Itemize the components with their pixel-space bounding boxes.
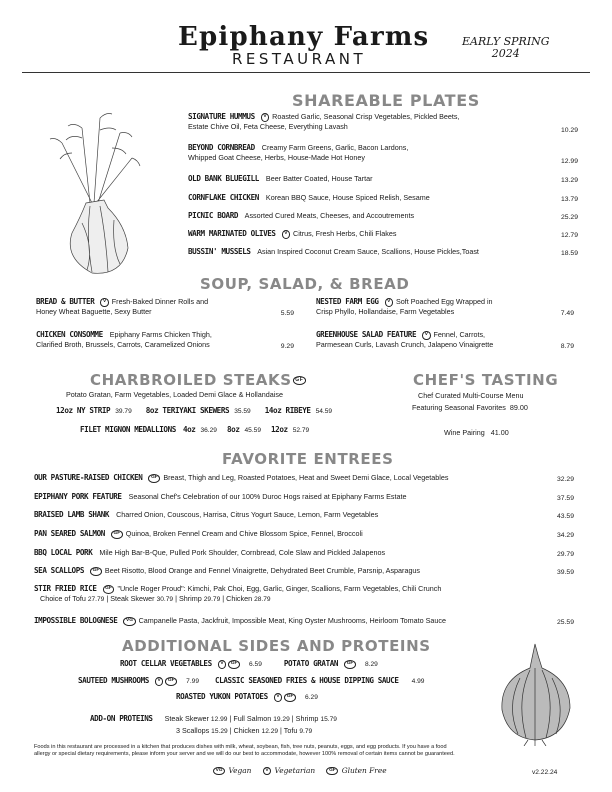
wine-price: 41.00	[490, 428, 509, 437]
header-divider	[22, 72, 590, 73]
item-desc: Fresh-Baked Dinner Rolls and	[111, 297, 209, 306]
item-price: 12.79	[560, 232, 578, 239]
entree-item	[34, 548, 574, 558]
shareable-item	[188, 143, 578, 163]
item-price: 9.29	[280, 343, 294, 350]
gluten-free-badge-icon: GF	[165, 677, 177, 686]
item-name: BREAD & BUTTER	[36, 297, 95, 306]
filet-name: FILET MIGNON MEDALLIONS	[80, 425, 176, 434]
item-price: 43.59	[556, 513, 574, 520]
entree-item	[34, 584, 574, 605]
legend-gluten-free: Gluten Free	[341, 766, 387, 775]
shareable-item	[188, 193, 578, 203]
restaurant-subtitle: RESTAURANT	[232, 50, 367, 68]
shrimp-label: Shrimp	[178, 594, 202, 603]
addon-skewer: Steak Skewer	[164, 714, 209, 723]
side-name: CLASSIC SEASONED FRIES & HOUSE DIPPING SAUCE	[215, 676, 399, 685]
item-desc: Fennel, Carrots,	[433, 330, 486, 339]
addon-shrimp: Shrimp	[295, 714, 319, 723]
item-name: OLD BANK BLUEGILL	[188, 174, 259, 183]
season-label	[462, 36, 550, 60]
shareable-item	[188, 112, 578, 132]
legend-vegetarian: Vegetarian	[274, 766, 316, 775]
shrimp-price: 29.79	[203, 596, 221, 603]
item-name: GREENHOUSE SALAD FEATURE	[316, 330, 417, 339]
entree-item	[34, 510, 574, 520]
legend	[212, 766, 387, 776]
item-name: OUR PASTURE-RAISED CHICKEN	[34, 473, 143, 482]
filet-price: 45.59	[244, 427, 262, 434]
skewer-label: Steak Skewer	[110, 594, 155, 603]
gluten-free-badge-icon: GF	[111, 530, 123, 539]
vegetarian-badge-icon: V	[100, 298, 108, 307]
side-name: POTATO GRATAN	[283, 659, 339, 668]
filet-row	[80, 425, 309, 436]
item-desc: Citrus, Fresh Herbs, Chili Flakes	[293, 229, 397, 238]
gluten-free-badge-icon: GF	[90, 567, 102, 576]
item-desc: Beet Risotto, Blood Orange and Fennel Vinaigrette, Dehydrated Beet Crumble, Parsnip, Asparagus	[104, 566, 421, 575]
addon-scallops: 3 Scallops	[176, 726, 210, 735]
item-desc: Creamy Farm Greens, Garlic, Bacon Lardons,	[261, 143, 409, 152]
item-price: 32.29	[556, 476, 574, 483]
tasting-price: 89.00	[509, 403, 528, 412]
item-name: BUSSIN' MUSSELS	[188, 247, 251, 256]
shareable-item	[188, 211, 578, 221]
version-label: v2.22.24	[532, 769, 558, 776]
gluten-free-badge-icon: GF	[326, 767, 338, 776]
steaks-heading	[90, 371, 307, 389]
item-name: WARM MARINATED OLIVES	[188, 229, 276, 238]
steak-name: 8oz TERIYAKI SKEWERS	[145, 406, 230, 415]
side-name: ROASTED YUKON POTATOES	[176, 692, 268, 701]
entree-item	[34, 473, 574, 483]
shareable-item	[188, 247, 578, 257]
item-desc: Clarified Broth, Brussels, Carrots, Caramelized Onions	[36, 340, 210, 349]
item-price: 37.59	[556, 495, 574, 502]
sides-row-3	[176, 692, 318, 703]
vegetarian-badge-icon: V	[422, 331, 430, 340]
steak-price: 35.59	[234, 408, 251, 415]
chicken-label: Chicken	[226, 594, 253, 603]
restaurant-name: Epiphany Farms	[178, 22, 430, 52]
filet-size: 4oz	[182, 425, 196, 434]
item-name: CHICKEN CONSOMME	[36, 330, 103, 339]
addon-tofu: Tofu	[283, 726, 298, 735]
item-price: 12.99	[560, 158, 578, 165]
item-desc: Crisp Phyllo, Hollandaise, Farm Vegetables	[316, 307, 455, 316]
item-name: SEA SCALLOPS	[34, 566, 85, 575]
side-name: SAUTEED MUSHROOMS	[78, 676, 149, 685]
wine-pairing	[444, 428, 509, 438]
item-price: 29.79	[556, 551, 574, 558]
item-desc: Soft Poached Egg Wrapped in	[395, 297, 493, 306]
item-desc: Quinoa, Broken Fennel Cream and Chive Blossom Spice, Fennel, Broccoli	[125, 529, 363, 538]
item-name: BRAISED LAMB SHANK	[34, 510, 110, 519]
addon-scallops-price: 15.29	[211, 728, 228, 735]
item-price: 39.59	[556, 569, 574, 576]
tofu-label: Choice of Tofu	[40, 594, 86, 603]
skewer-price: 30.79	[156, 596, 174, 603]
shareable-heading: SHAREABLE PLATES	[292, 91, 480, 110]
filet-price: 52.79	[292, 427, 310, 434]
addon-salmon-price: 19.29	[273, 716, 290, 723]
vegetarian-badge-icon: V	[282, 230, 290, 239]
vegetarian-badge-icon: V	[263, 767, 271, 776]
item-desc: Honey Wheat Baguette, Sexy Butter	[36, 307, 152, 316]
item-desc: Seasonal Chef's Celebration of our 100% Duroc Hogs raised at Epiphany Farms Estate	[128, 492, 407, 501]
season-line-1: EARLY SPRING	[462, 35, 550, 48]
vegetarian-badge-icon: V	[218, 660, 226, 669]
tasting-heading: CHEF'S TASTING	[413, 371, 559, 389]
addon-shrimp-price: 15.79	[320, 716, 337, 723]
legend-vegan: Vegan	[228, 766, 252, 775]
tasting-line-2-text: Featuring Seasonal Favorites	[412, 403, 506, 412]
item-price: 7.49	[560, 310, 574, 317]
steak-name: 12oz NY STRIP	[56, 406, 111, 415]
side-name: ROOT CELLAR VEGETABLES	[120, 659, 212, 668]
addon-chicken-price: 12.29	[261, 728, 279, 735]
steaks-heading-text: CHARBROILED STEAKS	[90, 371, 292, 389]
filet-size: 8oz	[226, 425, 240, 434]
addon-skewer-price: 12.99	[210, 716, 228, 723]
vegetarian-badge-icon: V	[274, 693, 282, 702]
entree-item	[34, 566, 574, 576]
entree-item	[34, 492, 574, 502]
item-name: BEYOND CORNBREAD	[188, 143, 255, 152]
fennel-illustration	[42, 108, 150, 280]
soup-item	[316, 297, 574, 317]
item-desc: Korean BBQ Sauce, House Spiced Relish, Sesame	[265, 193, 430, 202]
vegetarian-badge-icon: V	[261, 113, 269, 122]
item-price: 25.29	[560, 214, 578, 221]
addon-heading: ADD-ON PROTEINS	[90, 714, 153, 723]
soup-item	[36, 330, 294, 350]
item-desc: Parmesean Curls, Lavash Crunch, Jalapeno Vinaigrette	[316, 340, 494, 349]
addon-row-2: 3 Scallops 15.29 | Chicken 12.29 | Tofu 9.79	[176, 726, 313, 735]
steaks-subtitle: Potato Gratan, Farm Vegetables, Loaded Demi Glace & Hollandaise	[66, 390, 283, 399]
item-name: BBQ LOCAL PORK	[34, 548, 93, 557]
item-desc: Epiphany Farms Chicken Thigh,	[109, 330, 212, 339]
entree-item	[34, 616, 574, 626]
item-desc: Asian Inspired Coconut Cream Sauce, Scallions, House Pickles,Toast	[257, 247, 479, 256]
item-desc: Breast, Thigh and Leg, Roasted Potatoes, Heat and Sweet Demi Glace, Local Vegetables	[163, 473, 449, 482]
item-desc: "Uncle Roger Proud": Kimchi, Pak Choi, Egg, Garlic, Ginger, Scallions, Farm Vegetables, Chili Crunch	[117, 584, 442, 593]
item-desc: Campanelle Pasta, Jackfruit, Impossible Meat, King Oyster Mushrooms, Heirloom Tomato Sauce	[138, 616, 447, 625]
sides-row-2	[78, 676, 424, 687]
wine-label: Wine Pairing	[444, 428, 485, 437]
item-name: CORNFLAKE CHICKEN	[188, 193, 259, 202]
onion-illustration	[490, 640, 580, 746]
steak-name: 14oz RIBEYE	[264, 406, 311, 415]
gluten-free-badge-icon: GF	[344, 660, 356, 669]
item-price: 13.79	[560, 196, 578, 203]
vegan-badge-icon: VG	[213, 767, 225, 776]
sides-row-1	[120, 659, 378, 670]
tofu-price: 27.79	[87, 596, 105, 603]
entree-item	[34, 529, 574, 539]
addon-chicken: Chicken	[233, 726, 260, 735]
item-price: 10.29	[560, 127, 578, 134]
gluten-free-badge-icon: GF	[228, 660, 240, 669]
shareable-item	[188, 174, 578, 184]
item-price: 34.29	[556, 532, 574, 539]
item-desc: Estate Chive Oil, Feta Cheese, Everything Lavash	[188, 122, 348, 131]
item-price: 13.29	[560, 177, 578, 184]
soup-heading: SOUP, SALAD, & BREAD	[200, 275, 410, 293]
vegan-badge-icon: VG	[123, 617, 135, 626]
item-price: 25.59	[556, 619, 574, 626]
side-price: 6.29	[305, 694, 318, 701]
item-price: 18.59	[560, 250, 578, 257]
side-price: 6.59	[249, 661, 262, 668]
gluten-free-badge-icon: GF	[293, 376, 306, 385]
gluten-free-badge-icon: GF	[284, 693, 296, 702]
soup-item	[316, 330, 574, 350]
item-name: IMPOSSIBLE BOLOGNESE	[34, 616, 118, 625]
sides-heading: ADDITIONAL SIDES AND PROTEINS	[122, 637, 431, 655]
chicken-price: 28.79	[254, 596, 271, 603]
item-name: PICNIC BOARD	[188, 211, 239, 220]
tasting-line-1: Chef Curated Multi-Course Menu	[418, 391, 524, 400]
filet-price: 36.29	[200, 427, 217, 434]
vegetarian-badge-icon: V	[155, 677, 163, 686]
steak-price: 39.79	[115, 408, 132, 415]
entrees-heading: FAVORITE ENTREES	[222, 450, 394, 468]
item-name: NESTED FARM EGG	[316, 297, 379, 306]
item-name: PAN SEARED SALMON	[34, 529, 105, 538]
vegetarian-badge-icon: V	[385, 298, 393, 307]
item-desc: Beer Batter Coated, House Tartar	[265, 174, 373, 183]
item-desc: Charred Onion, Couscous, Harrisa, Citrus Yogurt Sauce, Lemon, Farm Vegetables	[116, 510, 379, 519]
item-price: 8.79	[560, 343, 574, 350]
addon-tofu-price: 9.79	[299, 728, 313, 735]
tofu-choice-line: Choice of Tofu 27.79 | Steak Skewer 30.79 | Shrimp 29.79 | Chicken 28.79	[40, 594, 271, 603]
tasting-line-2	[412, 403, 528, 413]
disclaimer-line-1: Foods in this restaurant are processed in a kitchen that produces dishes with milk, wheat, soybean, fish, tree nuts, peanuts, eggs, and egg products. If you have a food	[34, 744, 447, 750]
soup-item	[36, 297, 294, 317]
disclaimer-line-2: allergy or special dietary requirements, please inform your server and we will do our best to accommodate, however 100% removal of certain items cannot be guaranteed.	[34, 751, 455, 757]
side-price: 8.29	[364, 661, 378, 668]
gluten-free-badge-icon: GF	[148, 474, 160, 483]
shareable-item	[188, 229, 578, 239]
item-price: 5.59	[280, 310, 294, 317]
addon-salmon: Full Salmon	[233, 714, 272, 723]
steak-price: 54.59	[315, 408, 333, 415]
item-desc: Mile High Bar-B-Que, Pulled Pork Shoulder, Cornbread, Cole Slaw and Pickled Jalapenos	[99, 548, 386, 557]
item-desc: Roasted Garlic, Seasonal Crisp Vegetables, Pickled Beets,	[272, 112, 460, 121]
steaks-row-1	[56, 406, 332, 417]
item-desc: Assorted Cured Meats, Cheeses, and Accoutrements	[244, 211, 415, 220]
season-line-2: 2024	[491, 47, 520, 60]
filet-size: 12oz	[271, 425, 288, 434]
item-name: SIGNATURE HUMMUS	[188, 112, 255, 121]
item-name: STIR FRIED RICE	[34, 584, 97, 593]
item-desc: Whipped Goat Cheese, Herbs, House-Made Hot Honey	[188, 153, 365, 162]
allergy-disclaimer	[34, 744, 574, 758]
item-name: EPIPHANY PORK FEATURE	[34, 492, 122, 501]
side-price: 4.99	[411, 678, 425, 685]
gluten-free-badge-icon: GF	[103, 585, 115, 594]
addon-row-1: ADD-ON PROTEINS Steak Skewer 12.99 | Full Salmon 19.29 | Shrimp 15.79	[90, 714, 337, 723]
side-price: 7.99	[186, 678, 200, 685]
